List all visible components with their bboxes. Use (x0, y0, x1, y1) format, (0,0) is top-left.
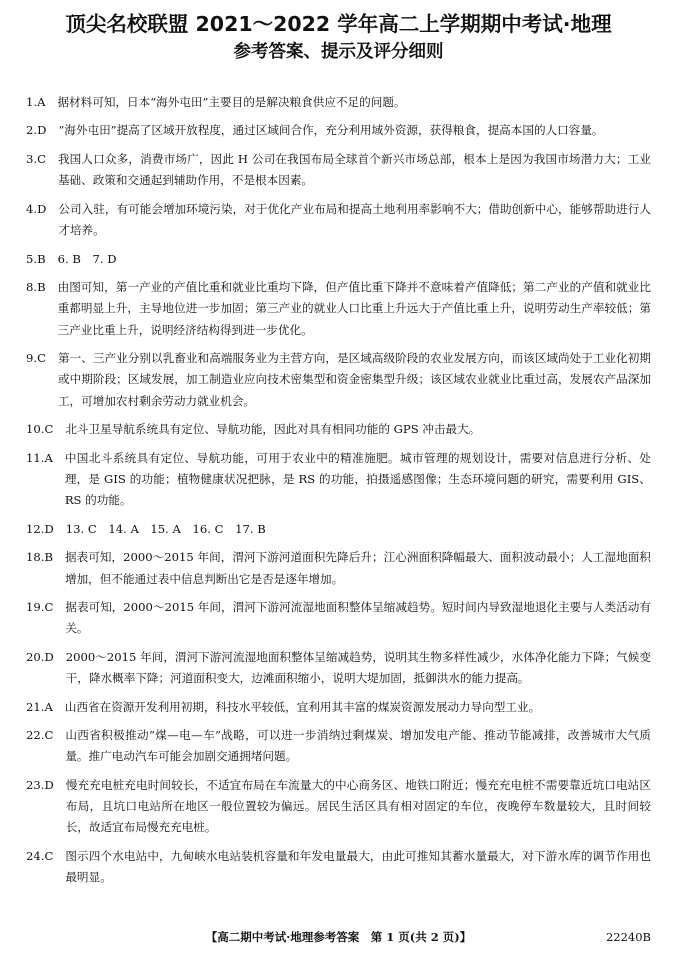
answer-explanation: 山西省在资源开发利用初期，科技水平较低，宜利用其丰富的煤炭资源发展动力导向型工业。 (64, 699, 541, 714)
answer-item (26, 348, 651, 412)
question-number: 23. (26, 777, 45, 792)
page-title: 顶尖名校联盟 2021～2022 学年高二上学期期中考试·地理 (65, 12, 612, 36)
answer-explanation: 我国人口众多，消费市场广，因此 H 公司在我国布局全球首个新兴市场总部，根本上是因为我国市场潜力大；工业基础、政策和交通起到辅助作用，不是根本因素。 (57, 151, 651, 188)
answer-explanation: 第一、三产业分别以乳畜业和高端服务业为主营方向，是区域高级阶段的农业发展方向，而该区域尚处于工业化初期或中期阶段；区域发展，加工制造业应向技术密集型和资金密集型升级；该区域农业就业比重过高，发展农产品深加工，可增加农村剩余劳动力就业机会。 (57, 351, 651, 408)
answer-item (26, 120, 651, 141)
answer-letter: C (44, 600, 54, 614)
footer-label: 【高二期中考试·地理参考答案 第 1 页(共 2 页)】 (205, 930, 472, 944)
answer-letter: A (44, 450, 53, 465)
answer-explanation: 中国北斗系统具有定位、导航功能，可用于农业中的精准施肥。城市管理的规划设计，需要对信息进行分析、处理，是 GIS 的功能；植物健康状况把脉，是 RS 的功能，拍摄遥感图像；生态环境问题的研究，需要利用 GIS、RS 的功能。 (64, 450, 651, 508)
answer-item (26, 846, 651, 889)
answer-explanation: 6. B 7. D (57, 251, 117, 266)
question-number: 22. (26, 728, 45, 743)
question-number: 12. (26, 521, 45, 536)
answer-letter: C (37, 151, 46, 166)
question-number: 5. (26, 251, 38, 266)
question-number: 11. (26, 450, 45, 465)
question-number: 10. (26, 422, 45, 437)
answer-item (26, 249, 651, 270)
answer-letter: D (37, 201, 47, 216)
answer-letter: D (37, 123, 47, 138)
answer-letter: B (37, 280, 46, 295)
question-number: 3. (26, 151, 38, 166)
answer-letter: C (44, 728, 54, 743)
answer-explanation: 13. C 14. A 15. A 16. C 17. B (65, 521, 266, 536)
answer-explanation: “海外屯田”提高了区域开放程度，通过区域间合作，充分利用域外资源，获得粮食，提高本国的人口容量。 (58, 123, 604, 138)
question-number: 9. (26, 351, 38, 366)
answer-letter: A (44, 699, 53, 714)
answer-explanation: 图示四个水电站中，九甸峡水电站装机容量和年发电量最大，由此可推知其蓄水量最大，对下游水库的调节作用也最明显。 (65, 848, 651, 885)
answer-explanation: 由图可知，第一产业的产值比重和就业比重均下降，但产值比重下降并不意味着产值降低；第二产业的产值和就业比重都明显上升，主导地位进一步加固；第三产业的就业人口比重上升远大于产值比重上升，说明劳动生产率较低；第三产业比重上升，说明经济结构得到进一步优化。 (57, 280, 651, 337)
question-number: 4. (26, 201, 38, 216)
answer-explanation: 北斗卫星导航系统具有定位、导航功能，因此对具有相同功能的 GPS 冲击最大。 (65, 422, 481, 437)
answer-explanation: 2000～2015 年间，渭河下游河流湿地面积整体呈缩减趋势，说明其生物多样性减少，水体净化能力下降；气候变干，降水概率下降；河道面积变大，边滩面积缩小，说明大堤加固，抵御洪水的能力提高。 (65, 649, 651, 686)
answer-item (26, 199, 651, 242)
answer-explanation: 据表可知，2000～2015 年间，渭河下游河道面积先降后升；江心洲面积降幅最大、面积波动最小；人工湿地面积增加，但不能通过表中信息判断出它是否是逐年增加。 (64, 550, 651, 586)
answer-explanation: 慢充充电桩充电时间较长，不适宜布局在车流量大的中心商务区、地铁口附近；慢充充电桩不需要靠近坑口电站区布局，且坑口电站所在地区一般位置较为偏远。居民生活区具有相对固定的车位，夜晚停车数量较大，且时间较长，故适宜布局慢充充电桩。 (65, 777, 651, 835)
answer-item (26, 448, 651, 512)
answer-item (26, 149, 651, 192)
answer-item (26, 419, 651, 440)
question-number: 20. (26, 649, 45, 664)
answer-letter: C (44, 848, 54, 863)
answer-letter: A (37, 95, 46, 109)
answer-letter: D (44, 521, 54, 536)
answer-letter: C (37, 351, 46, 366)
footer-code: 22240B (605, 930, 651, 944)
answer-explanation: 据材料可知，日本“海外屯田”主要目的是解决粮食供应不足的问题。 (57, 95, 406, 109)
answer-letter: D (44, 649, 54, 664)
answer-item (26, 775, 651, 839)
question-number: 8. (26, 280, 38, 295)
question-number: 24. (26, 848, 45, 863)
answer-item (26, 597, 651, 640)
question-number: 21. (26, 699, 45, 714)
answer-letter: C (44, 422, 54, 437)
answer-item (26, 92, 651, 113)
answer-explanation: 山西省积极推动“煤—电—车”战略，可以进一步消纳过剩煤炭、增加发电产能、推动节能减排，改善城市大气质量。推广电动汽车可能会加剧交通拥堵问题。 (65, 728, 651, 764)
answer-list (26, 92, 651, 889)
answer-item (26, 547, 651, 590)
answer-item (26, 697, 651, 718)
answer-item (26, 647, 651, 690)
answer-item (26, 725, 651, 768)
answer-explanation: 据表可知，2000～2015 年间，渭河下游河流湿地面积整体呈缩减趋势。短时间内导致湿地退化主要与人类活动有关。 (65, 600, 651, 636)
question-number: 19. (26, 600, 45, 614)
answer-item (26, 277, 651, 341)
page-footer (0, 929, 677, 945)
answer-item (26, 519, 651, 540)
answer-letter: B (37, 251, 46, 266)
question-number: 18. (26, 550, 45, 565)
answer-letter: B (44, 550, 53, 565)
question-number: 2. (26, 123, 38, 138)
answer-letter: D (44, 777, 54, 792)
answer-explanation: 公司入驻，有可能会增加环境污染，对于优化产业布局和提高土地利用率影响不大；借助创新中心，能够帮助进行人才培养。 (58, 201, 651, 238)
question-number: 1. (26, 95, 38, 109)
page-subtitle: 参考答案、提示及评分细则 (233, 42, 444, 62)
